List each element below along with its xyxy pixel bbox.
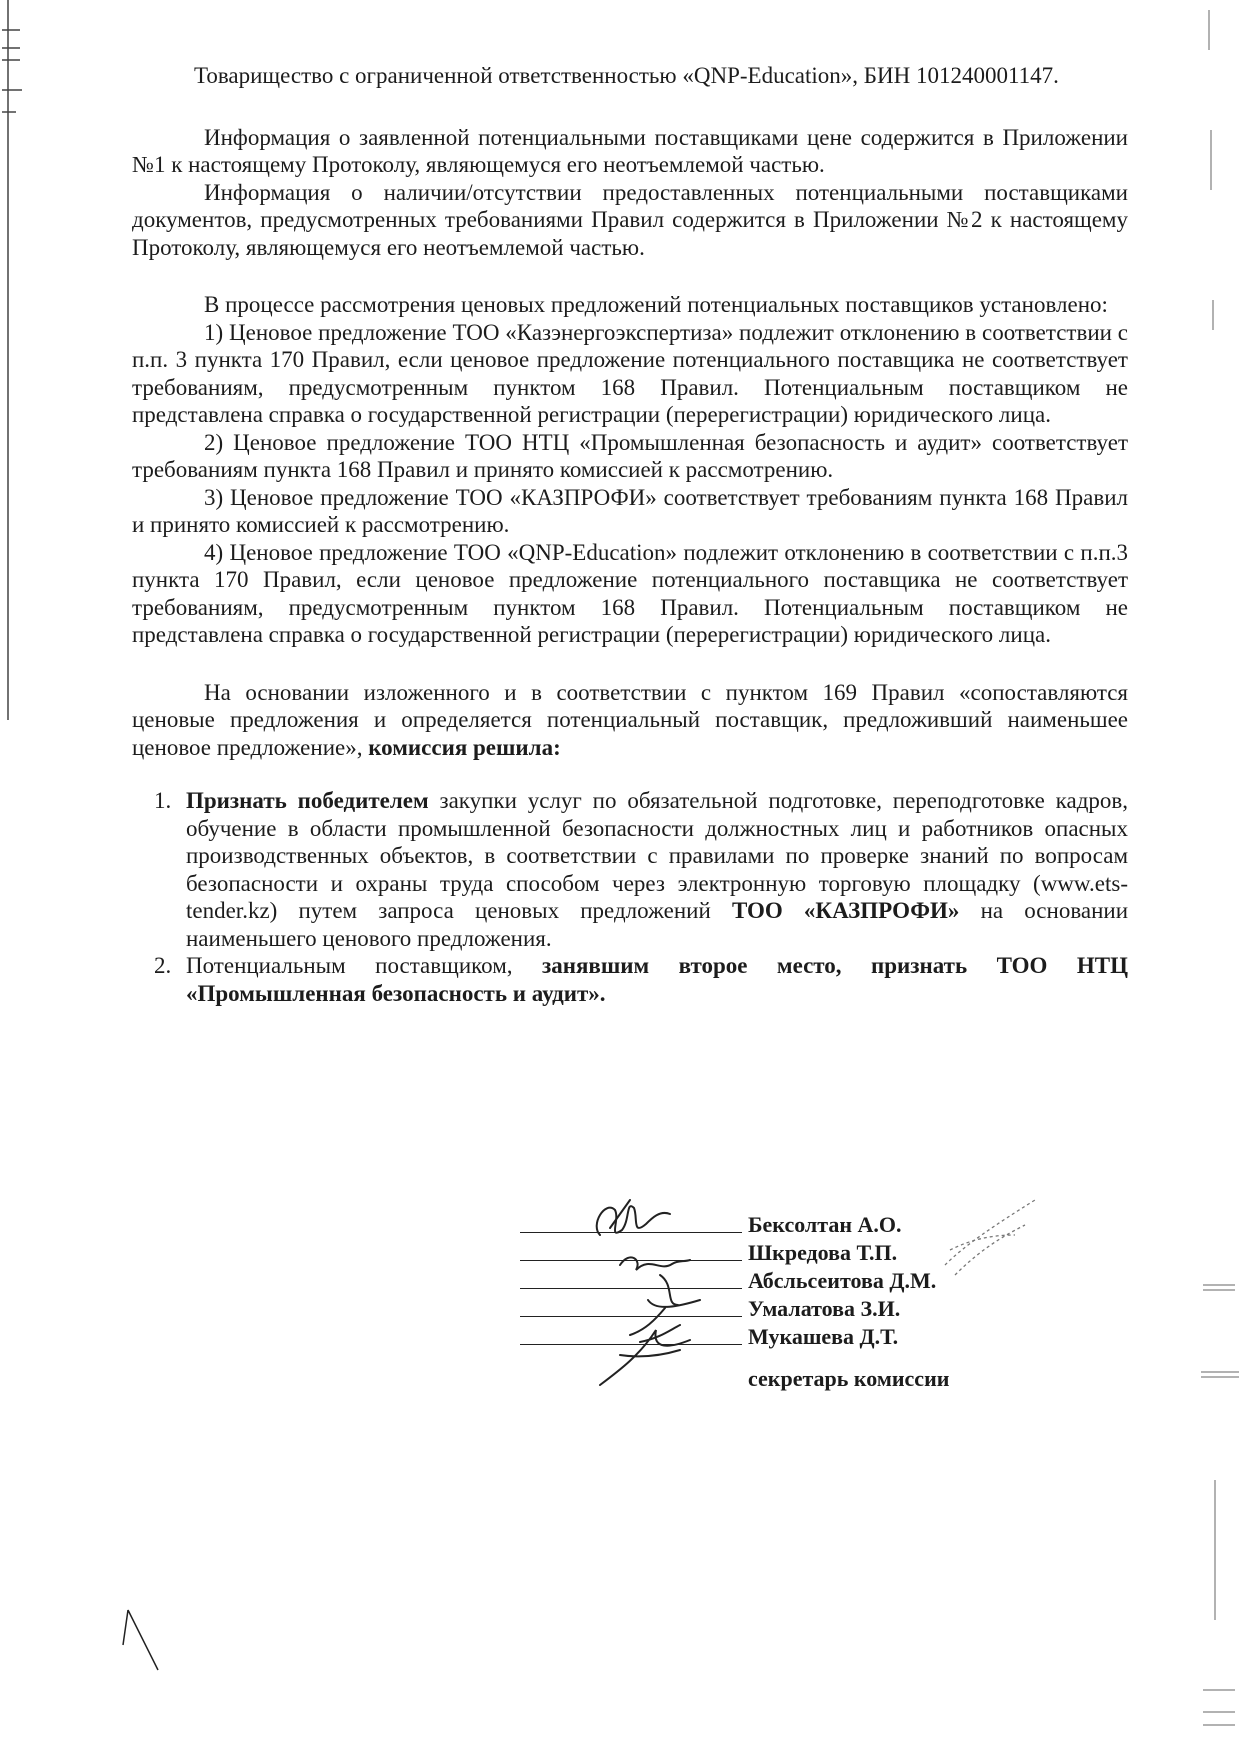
secretary-role: секретарь комиссии: [748, 1366, 950, 1391]
decision-number: 1.: [154, 788, 172, 813]
price-info-paragraph: Информация о заявленной потенциальными поставщиками цене содержится в Приложении №1 к настоящему Протоколу, являющемуся его неотъемлемой частью.: [132, 124, 1128, 177]
review-item-3: 3) Ценовое предложение ТОО «КАЗПРОФИ» соответствует требованиям пункта 168 Правил и принято комиссией к рассмотрению.: [132, 484, 1128, 537]
conclusion-text: На основании изложенного и в соответствии с пунктом 169 Правил «сопоставляются ценовые предложения и определяется потенциальный поставщик, предложивший наименьшее ценовое предложение»,: [132, 679, 1128, 760]
handwritten-signatures: [560, 1180, 760, 1390]
review-item-2: 2) Ценовое предложение ТОО НТЦ «Промышленная безопасность и аудит» соответствует требованиям пункта 168 Правил и принято комиссией к рассмотрению.: [132, 429, 1128, 482]
signatory-name: Умалатова З.И.: [748, 1296, 901, 1321]
conclusion-paragraph: [132, 679, 1128, 762]
winner-name: ТОО «КАЗПРОФИ»: [731, 898, 960, 923]
documents-info-paragraph: Информация о наличии/отсутствии предоставленных потенциальными поставщиками документов, предусмотренных требованиями Правил содержится в Приложении №2 к настоящему Протоколу, являющемуся его неотъемлемой частью.: [132, 179, 1128, 260]
signatory-name: Мукашева Д.Т.: [748, 1324, 899, 1349]
commission-decided: комиссия решила:: [368, 734, 561, 760]
decision-item-1: [154, 787, 1129, 952]
document-body: [132, 62, 1128, 1007]
decision-1-tail: на основании наименьшего ценового предложения.: [186, 898, 1129, 951]
scan-right-marks: [1195, 0, 1240, 1754]
participant-4: [132, 62, 1128, 90]
decision-2-text: Потенциальным поставщиком,: [186, 953, 513, 978]
scan-edge-marks: [0, 0, 30, 720]
corner-mark: [118, 1600, 178, 1680]
review-item-4: 4) Ценовое предложение ТОО «QNP-Education» подлежит отклонению в соответствии с п.п.3 пункта 170 Правил, если ценовое предложение потенциального поставщика не соответствует требованиям, предусмотренным пунктом 168 Правил. Потенциальным поставщиком не представлена справка о государственной регистрации (перерегистрации) юридического лица.: [132, 539, 1128, 647]
review-intro: В процессе рассмотрения ценовых предложений потенциальных поставщиков установлено:: [204, 292, 1108, 317]
signatory-name: Шкредова Т.П.: [748, 1240, 898, 1265]
participant-4-text: Товарищество с ограниченной ответственностью «QNP-Education», БИН 101240001147.: [194, 63, 1059, 88]
review-item-1: 1) Ценовое предложение ТОО «Казэнергоэкспертиза» подлежит отклонению в соответствии с п.п. 3 пункта 170 Правил, если ценовое предложение потенциального поставщика не соответствует требованиям, предусмотренным пунктом 168 Правил. Потенциальным поставщиком не представлена справка о государственной регистрации (перерегистрации) юридического лица.: [132, 319, 1128, 427]
signatory-name: Абсльсеитова Д.М.: [748, 1268, 937, 1293]
seal-scribble: [935, 1195, 1045, 1295]
decision-item-2: [154, 952, 1128, 1007]
decision-number: 2.: [154, 953, 172, 978]
decision-1-lead: Признать победителем: [186, 788, 429, 813]
second-place: занявшим второе место, признать ТОО НТЦ «Промышленная безопасность и аудит».: [186, 953, 1128, 1006]
decision-1-text: закупки услуг по обязательной подготовке, переподготовке кадров, обучение в области промышленной безопасности должностных лиц и работников опасных производственных объектов, в соответствии с правилами по проверке знаний по вопросам безопасности и охраны труда способом через электронную торговую площадку (www.ets-tender.kz) путем запроса ценовых предложений: [186, 788, 1129, 923]
signatory-name: Бексолтан А.О.: [748, 1212, 902, 1237]
decision-list: [132, 787, 1128, 1007]
